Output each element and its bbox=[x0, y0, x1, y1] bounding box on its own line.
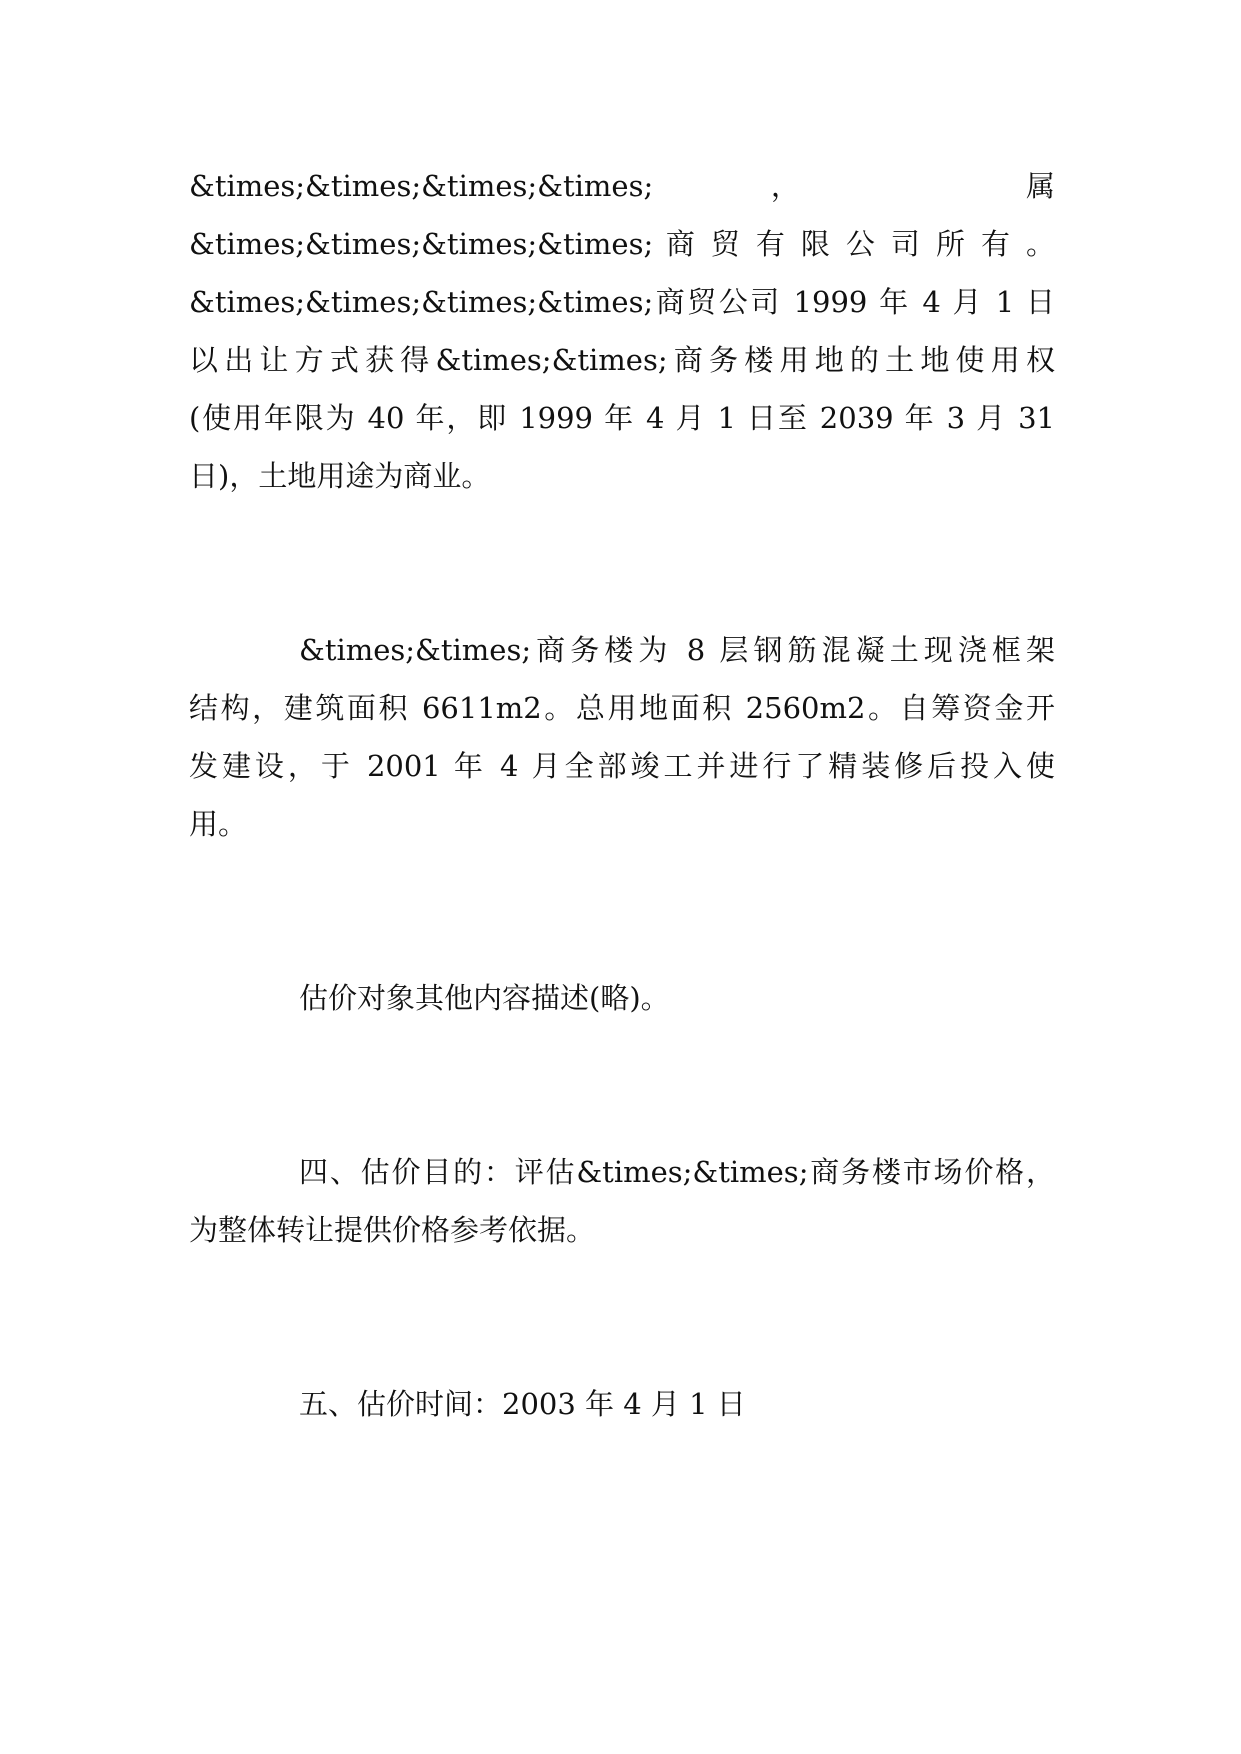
text-line: 以出让方式获得&times;&times;商务楼用地的土地使用权 bbox=[189, 343, 1055, 377]
text-line: 四、估价目的：评估&times;&times;商务楼市场价格， bbox=[299, 1155, 1055, 1189]
text-line: 为整体转让提供价格参考依据。 bbox=[189, 1213, 596, 1247]
text-line: 五、估价时间：2003 年 4 月 1 日 bbox=[299, 1387, 746, 1421]
text-line: 估价对象其他内容描述(略)。 bbox=[299, 981, 670, 1015]
text-line: &times;&times;&times;&times;商贸公司 1999 年 4 月 1 日 bbox=[189, 285, 1055, 319]
text-line: &times;&times;&times;&times; 商 贸 有 限 公 司 所 有 。 bbox=[189, 227, 1055, 261]
text-line: 结构，建筑面积 6611m2。总用地面积 2560m2。自筹资金开 bbox=[189, 691, 1055, 725]
text-line: 用。 bbox=[189, 807, 248, 841]
text-line: &times;&times;&times;&times; ， 属 bbox=[189, 169, 1055, 203]
text-line: 日)，土地用途为商业。 bbox=[189, 459, 491, 493]
text-line: &times;&times;商务楼为 8 层钢筋混凝土现浇框架 bbox=[299, 633, 1055, 667]
text-line: 发建设，于 2001 年 4 月全部竣工并进行了精装修后投入使 bbox=[189, 749, 1055, 783]
text-line: (使用年限为 40 年，即 1999 年 4 月 1 日至 2039 年 3 月 31 bbox=[189, 401, 1055, 435]
